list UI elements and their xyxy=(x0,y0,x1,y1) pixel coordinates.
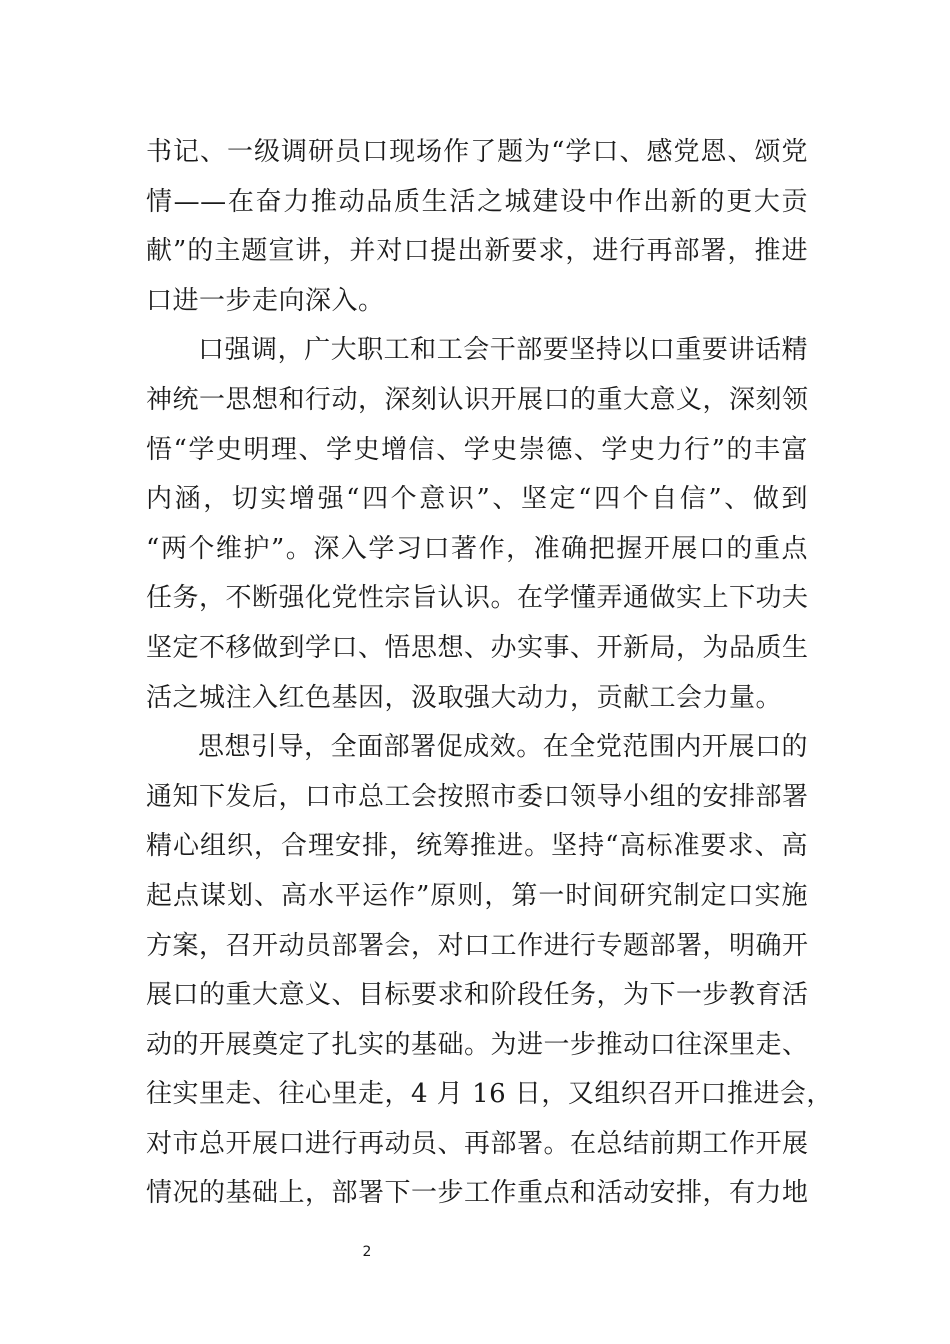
text-line: 起点谋划、高水平运作”原则，第一时间研究制定口实施 xyxy=(146,880,808,911)
text-line: 悟“学史明理、学史增信、学史崇德、学史力行”的丰富 xyxy=(146,434,808,465)
paragraph-first-line: 口强调，广大职工和工会干部要坚持以口重要讲话精 xyxy=(198,335,808,366)
text-line: 情况的基础上，部署下一步工作重点和活动安排，有力地 xyxy=(146,1178,809,1209)
text-line: 情——在奋力推动品质生活之城建设中作出新的更大贡 xyxy=(146,186,808,217)
text-line: 献”的主题宣讲，并对口提出新要求，进行再部署，推进 xyxy=(146,236,808,267)
paragraph-first-line: 思想引导，全面部署促成效。在全党范围内开展口的 xyxy=(198,732,808,763)
body-text xyxy=(146,128,833,1219)
text-line: 方案，召开动员部署会，对口工作进行专题部署，明确开 xyxy=(146,930,809,961)
text-line: 内涵，切实增强“四个意识”、坚定“四个自信”、做到 xyxy=(146,484,808,515)
text-line: 书记、一级调研员口现场作了题为“学口、感党恩、颂党 xyxy=(146,137,808,167)
text-line: 精心组织，合理安排，统筹推进。坚持“高标准要求、高 xyxy=(146,831,808,862)
text-line: 展口的重大意义、目标要求和阶段任务，为下一步教育活 xyxy=(146,980,809,1011)
text-line: 对市总开展口进行再动员、再部署。在总结前期工作开展 xyxy=(146,1128,809,1159)
text-line: 任务，不断强化党性宗旨认识。在学懂弄通做实上下功夫 xyxy=(146,583,809,614)
text-line: 往实里走、往心里走，4 月 16 日，又组织召开口推进会， xyxy=(146,1079,833,1110)
text-line: 神统一思想和行动，深刻认识开展口的重大意义，深刻领 xyxy=(146,384,809,415)
page-number: 2 xyxy=(362,1244,372,1260)
text-line: 动的开展奠定了扎实的基础。为进一步推动口往深里走、 xyxy=(146,1029,809,1060)
text-line: 口进一步走向深入。 xyxy=(146,285,385,316)
text-line: 活之城注入红色基因，汲取强大动力，贡献工会力量。 xyxy=(146,682,783,713)
text-line: 坚定不移做到学口、悟思想、办实事、开新局，为品质生 xyxy=(146,632,809,663)
text-line: 通知下发后，口市总工会按照市委口领导小组的安排部署 xyxy=(146,781,809,812)
text-line: “两个维护”。深入学习口著作，准确把握开展口的重点 xyxy=(146,533,808,564)
